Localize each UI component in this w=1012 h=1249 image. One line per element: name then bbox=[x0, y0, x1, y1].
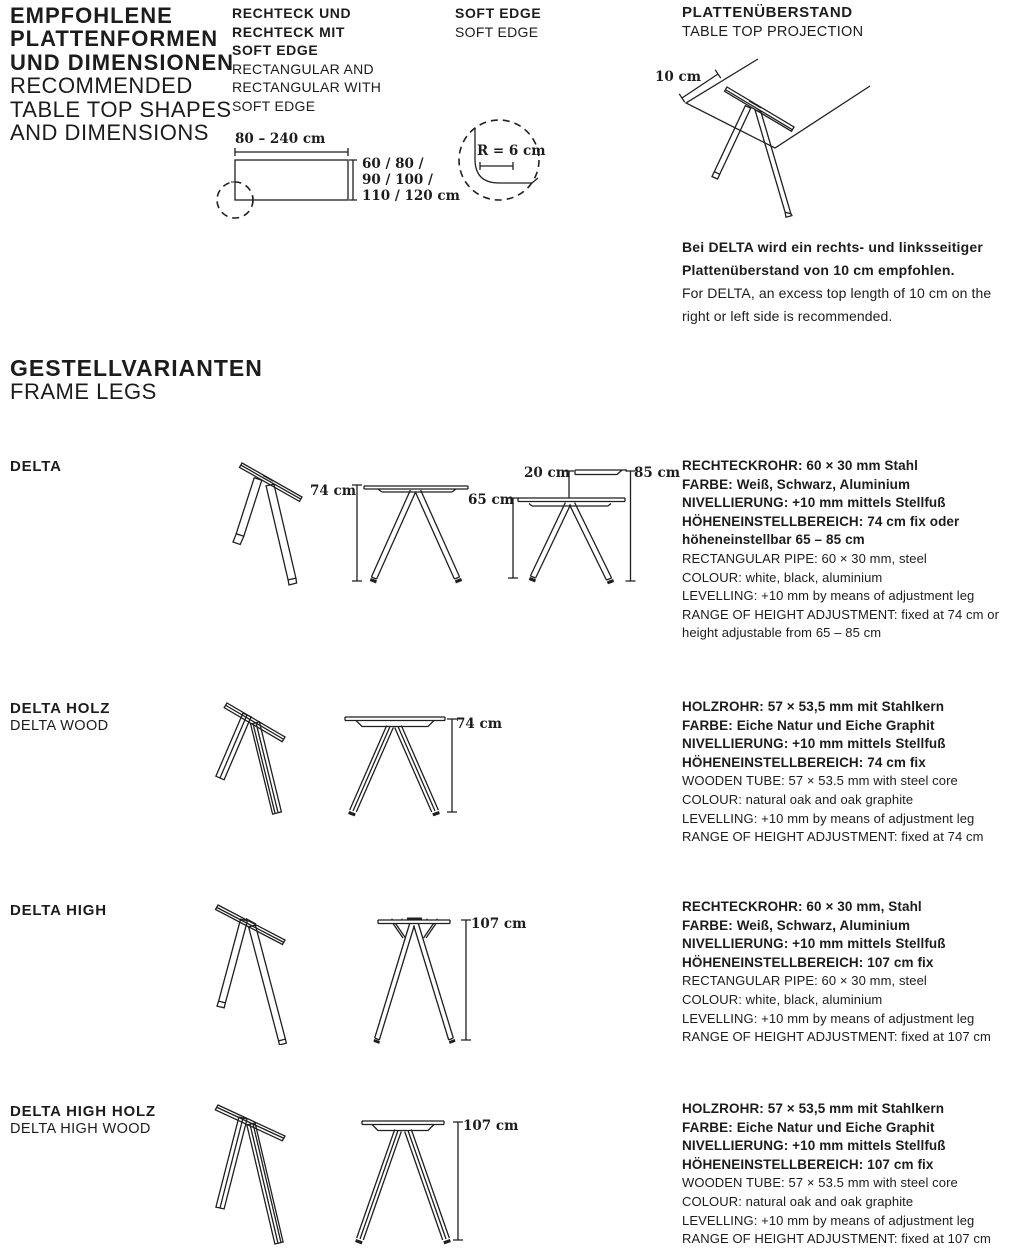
tabletop-depth-label-line: 90 / 100 / bbox=[362, 172, 433, 188]
projection-title-de: PLATTENÜBERSTAND bbox=[682, 4, 853, 21]
rectangular-title-en-line: RECTANGULAR WITH bbox=[232, 79, 382, 96]
rectangular-title-de-line: SOFT EDGE bbox=[232, 42, 319, 59]
delta-high-wood-height-label: 107 cm bbox=[463, 1118, 519, 1134]
delta-wood-isometric-drawing bbox=[215, 698, 305, 820]
projection-section-title bbox=[682, 4, 863, 41]
delta-high-wood-isometric-drawing bbox=[213, 1100, 303, 1249]
projection-note bbox=[682, 236, 991, 328]
rectangular-top-diagram bbox=[210, 130, 380, 225]
page-title-de-line: UND DIMENSIONEN bbox=[10, 49, 235, 75]
spec-line: COLOUR: white, black, aluminium bbox=[682, 569, 883, 585]
spec-line: LEVELLING: +10 mm by means of adjustment leg bbox=[682, 588, 975, 604]
variant-name-delta: DELTA bbox=[10, 458, 62, 475]
delta-wood-specs bbox=[682, 698, 984, 847]
soft-edge-title-en: SOFT EDGE bbox=[455, 23, 539, 40]
variant-name-en: DELTA HIGH WOOD bbox=[10, 1120, 151, 1137]
soft-edge-section-title bbox=[455, 4, 541, 41]
soft-edge-title-de: SOFT EDGE bbox=[455, 5, 542, 21]
rectangular-section-title bbox=[232, 4, 381, 116]
spec-line: HÖHENEINSTELLBEREICH: 74 cm fix oder bbox=[682, 513, 960, 529]
delta-gap-height-label: 20 cm bbox=[524, 465, 570, 481]
spec-line: HÖHENEINSTELLBEREICH: 107 cm fix bbox=[682, 954, 934, 970]
delta-front-drawing-adjustable bbox=[505, 460, 645, 588]
page-title-en-line: RECOMMENDED bbox=[10, 73, 193, 99]
delta-low-height-label: 65 cm bbox=[468, 492, 514, 508]
rectangular-title-de-line: RECHTECK UND bbox=[232, 5, 352, 21]
page-title-en-line: TABLE TOP SHAPES bbox=[10, 96, 232, 122]
spec-line: WOODEN TUBE: 57 × 53.5 mm with steel core bbox=[682, 773, 958, 789]
spec-line: NIVELLIERUNG: +10 mm mittels Stellfuß bbox=[682, 1138, 946, 1154]
spec-line: HÖHENEINSTELLBEREICH: 74 cm fix bbox=[682, 754, 926, 770]
variant-name-delta-high: DELTA HIGH bbox=[10, 902, 107, 919]
delta-specs bbox=[682, 457, 999, 643]
variant-name-de: DELTA HIGH HOLZ bbox=[10, 1103, 156, 1120]
projection-note-en-line: For DELTA, an excess top length of 10 cm on the bbox=[682, 285, 992, 301]
spec-line: HÖHENEINSTELLBEREICH: 107 cm fix bbox=[682, 1156, 934, 1172]
spec-line: FARBE: Weiß, Schwarz, Aluminium bbox=[682, 917, 911, 933]
spec-line: HOLZROHR: 57 × 53,5 mm mit Stahlkern bbox=[682, 1101, 945, 1116]
spec-line: FARBE: Eiche Natur und Eiche Graphit bbox=[682, 717, 935, 733]
delta-isometric-drawing bbox=[225, 455, 325, 590]
spec-line: RANGE OF HEIGHT ADJUSTMENT: fixed at 107 cm bbox=[682, 1029, 991, 1045]
spec-line: RECTANGULAR PIPE: 60 × 30 mm, steel bbox=[682, 550, 927, 566]
spec-line: höheneinstellbar 65 – 85 cm bbox=[682, 532, 865, 548]
spec-line: RECTANGULAR PIPE: 60 × 30 mm, steel bbox=[682, 973, 927, 989]
delta-high-wood-front-drawing bbox=[350, 1116, 475, 1249]
overhang-dimension-label: 10 cm bbox=[655, 69, 701, 85]
delta-wood-front-drawing bbox=[340, 712, 465, 817]
rectangular-title-de-line: RECHTECK MIT bbox=[232, 23, 345, 40]
spec-line: FARBE: Eiche Natur und Eiche Graphit bbox=[682, 1119, 935, 1135]
frame-legs-heading-de: GESTELLVARIANTEN bbox=[10, 355, 263, 381]
rectangular-title-en-line: SOFT EDGE bbox=[232, 97, 316, 114]
spec-line: LEVELLING: +10 mm by means of adjustment leg bbox=[682, 1010, 975, 1026]
tabletop-depth-label-line: 110 / 120 cm bbox=[362, 188, 460, 204]
spec-line: RANGE OF HEIGHT ADJUSTMENT: fixed at 74 cm or bbox=[682, 606, 1000, 622]
projection-title-en: TABLE TOP PROJECTION bbox=[682, 23, 864, 40]
page-title-en-line: AND DIMENSIONS bbox=[10, 120, 209, 146]
frame-legs-heading bbox=[10, 356, 263, 404]
tabletop-projection-diagram bbox=[650, 55, 980, 235]
tabletop-depth-labels bbox=[362, 156, 460, 204]
soft-edge-diagram bbox=[450, 112, 565, 217]
variant-name-delta-holz bbox=[10, 700, 110, 735]
projection-note-de-line: Plattenüberstand von 10 cm empfohlen. bbox=[682, 262, 955, 278]
page-title-de-line: PLATTENFORMEN bbox=[10, 26, 219, 52]
spec-line: RANGE OF HEIGHT ADJUSTMENT: fixed at 107 cm bbox=[682, 1231, 991, 1247]
spec-line: RECHTECKROHR: 60 × 30 mm Stahl bbox=[682, 458, 918, 473]
delta-high-isometric-drawing bbox=[213, 900, 303, 1045]
delta-high-specs bbox=[682, 898, 991, 1047]
projection-note-en-line: right or left side is recommended. bbox=[682, 308, 893, 324]
delta-high-front-drawing bbox=[345, 915, 480, 1045]
delta-wood-height-label: 74 cm bbox=[456, 716, 502, 732]
page-title-de-line: EMPFOHLENE bbox=[10, 3, 173, 28]
soft-edge-radius-label: R = 6 cm bbox=[477, 143, 546, 159]
variant-name-delta-high-holz bbox=[10, 1103, 156, 1138]
variant-name-en: DELTA WOOD bbox=[10, 717, 109, 734]
spec-line: FARBE: Weiß, Schwarz, Aluminium bbox=[682, 476, 911, 492]
spec-line: COLOUR: natural oak and oak graphite bbox=[682, 1193, 914, 1209]
variant-name-de: DELTA HOLZ bbox=[10, 700, 111, 717]
delta-high-height-label: 85 cm bbox=[634, 465, 680, 481]
delta-height-label: 74 cm bbox=[310, 483, 356, 499]
delta-high-wood-specs bbox=[682, 1100, 991, 1249]
spec-line: WOODEN TUBE: 57 × 53.5 mm with steel core bbox=[682, 1175, 958, 1191]
spec-line: height adjustable from 65 – 85 cm bbox=[682, 625, 882, 641]
tabletop-depth-label-line: 60 / 80 / bbox=[362, 156, 424, 172]
spec-line: LEVELLING: +10 mm by means of adjustment leg bbox=[682, 1212, 975, 1228]
delta-high-height-label: 107 cm bbox=[471, 916, 527, 932]
spec-line: NIVELLIERUNG: +10 mm mittels Stellfuß bbox=[682, 936, 946, 952]
spec-line: NIVELLIERUNG: +10 mm mittels Stellfuß bbox=[682, 495, 946, 511]
spec-line: COLOUR: natural oak and oak graphite bbox=[682, 791, 914, 807]
tabletop-width-label: 80 – 240 cm bbox=[235, 131, 326, 147]
page-title bbox=[10, 4, 234, 144]
spec-line: LEVELLING: +10 mm by means of adjustment leg bbox=[682, 810, 975, 826]
projection-note-de-line: Bei DELTA wird ein rechts- und linksseitiger bbox=[682, 239, 984, 255]
delta-front-drawing-fixed bbox=[350, 478, 485, 586]
spec-line: RANGE OF HEIGHT ADJUSTMENT: fixed at 74 cm bbox=[682, 829, 984, 845]
rectangular-title-en-line: RECTANGULAR AND bbox=[232, 60, 374, 77]
spec-line: RECHTECKROHR: 60 × 30 mm, Stahl bbox=[682, 899, 922, 914]
frame-legs-heading-en: FRAME LEGS bbox=[10, 379, 157, 404]
spec-line: HOLZROHR: 57 × 53,5 mm mit Stahlkern bbox=[682, 699, 945, 714]
spec-line: NIVELLIERUNG: +10 mm mittels Stellfuß bbox=[682, 736, 946, 752]
spec-line: COLOUR: white, black, aluminium bbox=[682, 991, 883, 1007]
